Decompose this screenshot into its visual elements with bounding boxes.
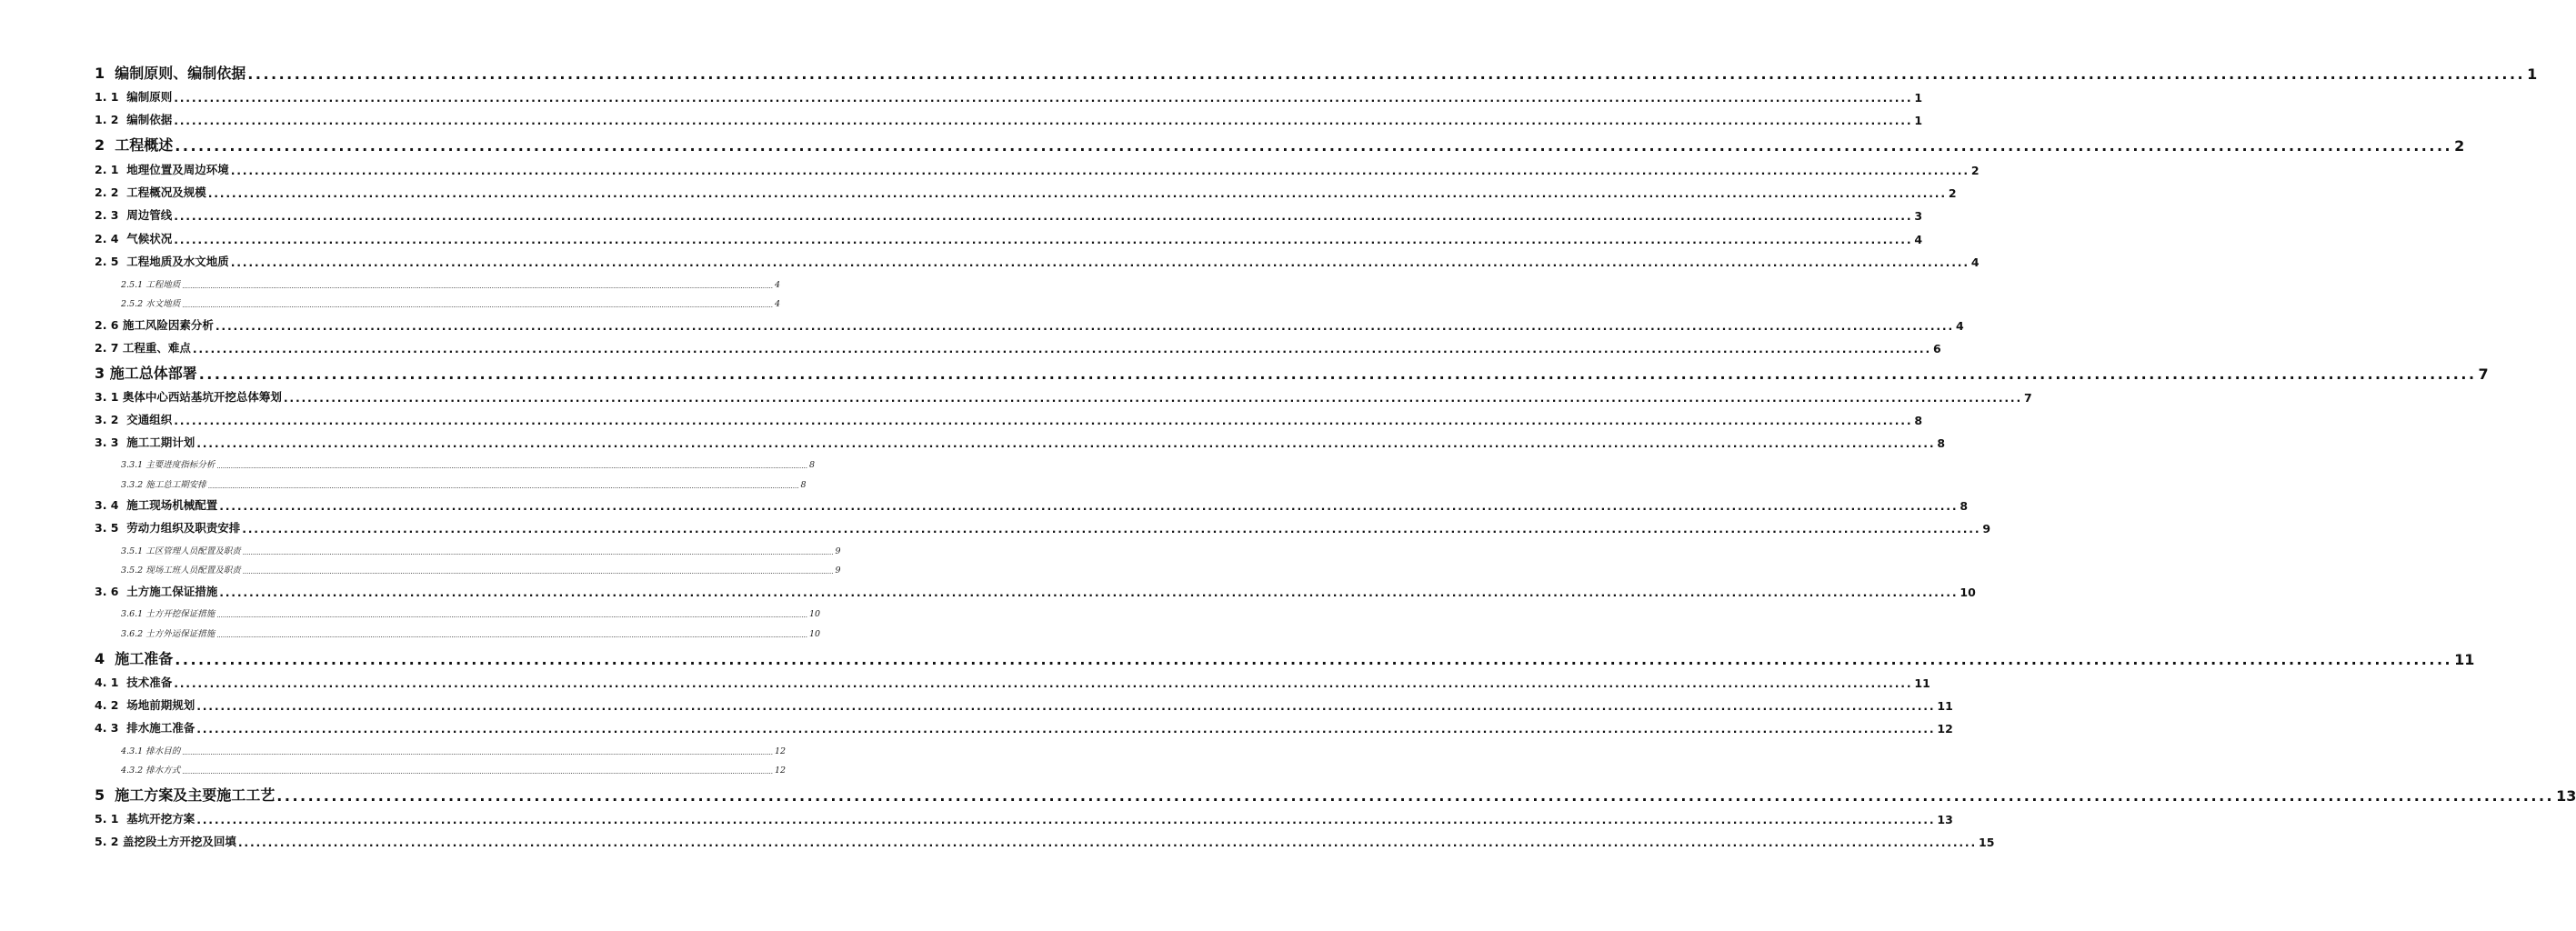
- toc-page-number: 2: [2454, 137, 2465, 155]
- toc-entry-label: 3.6.2 土方外运保证措施: [121, 629, 216, 639]
- toc-dot-leader: ....................................................................................................................................................................................................................................................................................................: [182, 749, 773, 756]
- toc-entry[interactable]: [121, 296, 780, 309]
- toc-dot-leader: ....................................................................................................................................................................................................................................................................................................: [230, 255, 1970, 269]
- toc-page-number: 12: [774, 766, 787, 776]
- toc-entry[interactable]: [95, 388, 2032, 405]
- toc-entry[interactable]: [95, 784, 2576, 805]
- toc-page-number: 8: [1937, 436, 1946, 450]
- toc-entry[interactable]: [95, 339, 1941, 355]
- toc-dot-leader: ....................................................................................................................................................................................................................................................................................................: [174, 414, 1913, 427]
- toc-page-number: 10: [808, 629, 821, 639]
- toc-page-number: 2: [1948, 186, 1957, 200]
- toc-page-number: 11: [2454, 651, 2475, 668]
- toc-page-number: 1: [2527, 65, 2538, 83]
- toc-entry-label: 2. 4 气候状况: [95, 232, 173, 245]
- toc-page-number: 4: [1914, 233, 1923, 246]
- toc-entry-label: 2. 6 施工风险因素分析: [95, 318, 214, 332]
- toc-dot-leader: ....................................................................................................................................................................................................................................................................................................: [219, 499, 1959, 513]
- toc-dot-leader: ....................................................................................................................................................................................................................................................................................................: [276, 787, 2555, 805]
- toc-page-number: 4: [774, 299, 780, 309]
- toc-entry[interactable]: [95, 88, 1923, 105]
- toc-dot-leader: ....................................................................................................................................................................................................................................................................................................: [207, 186, 1947, 200]
- toc-entry[interactable]: [121, 626, 821, 639]
- toc-entry-label: 3.3.1 主要进度指标分析: [121, 460, 216, 470]
- toc-dot-leader: ....................................................................................................................................................................................................................................................................................................: [216, 612, 807, 619]
- toc-entry[interactable]: [95, 647, 2475, 668]
- toc-entry-label: 3. 3 施工工期计划: [95, 435, 195, 449]
- toc-entry[interactable]: [95, 496, 1969, 513]
- toc-dot-leader: ....................................................................................................................................................................................................................................................................................................: [242, 568, 834, 576]
- toc-page-number: 13: [2556, 787, 2576, 805]
- toc-dot-leader: ....................................................................................................................................................................................................................................................................................................: [196, 436, 1936, 450]
- toc-entry[interactable]: [121, 563, 841, 576]
- toc-entry[interactable]: [121, 477, 807, 490]
- toc-entry-label: 2 工程概述: [95, 136, 174, 154]
- toc-page-number: 1: [1914, 114, 1923, 127]
- toc-page-number: 10: [1960, 586, 1976, 599]
- toc-entry-label: 2. 5 工程地质及水文地质: [95, 255, 229, 268]
- toc-entry-label: 4. 1 技术准备: [95, 676, 173, 689]
- toc-entry-label: 3.5.1 工区管理人员配置及职责: [121, 546, 241, 556]
- toc-dot-leader: ....................................................................................................................................................................................................................................................................................................: [182, 768, 773, 776]
- toc-page-number: 6: [1933, 342, 1941, 355]
- toc-dot-leader: ....................................................................................................................................................................................................................................................................................................: [216, 632, 807, 639]
- toc-entry-label: 4. 2 场地前期规划: [95, 698, 195, 712]
- toc-dot-leader: ....................................................................................................................................................................................................................................................................................................: [175, 651, 2453, 668]
- toc-entry[interactable]: [95, 696, 1953, 713]
- toc-page-number: 3: [1914, 209, 1923, 223]
- toc-entry-label: 3. 6 土方施工保证措施: [95, 585, 218, 598]
- toc-entry-label: 3.5.2 现场工班人员配置及职责: [121, 566, 241, 576]
- toc-entry[interactable]: [95, 411, 1923, 427]
- toc-entry-label: 3.3.2 施工总工期安排: [121, 480, 206, 490]
- toc-entry-label: 2. 1 地理位置及周边环境: [95, 163, 229, 176]
- toc-dot-leader: ....................................................................................................................................................................................................................................................................................................: [174, 91, 1913, 105]
- toc-dot-leader: ....................................................................................................................................................................................................................................................................................................: [219, 586, 1959, 599]
- toc-page-number: 12: [1937, 722, 1953, 736]
- toc-entry[interactable]: [95, 833, 1995, 849]
- toc-page-number: 7: [2024, 391, 2032, 405]
- toc-dot-leader: ....................................................................................................................................................................................................................................................................................................: [283, 391, 2023, 405]
- toc-page-number: 8: [800, 480, 807, 490]
- toc-page-number: 4: [1970, 255, 1980, 269]
- toc-page-number: 7: [2478, 365, 2489, 383]
- toc-page-number: 13: [1937, 813, 1953, 826]
- toc-dot-leader: ....................................................................................................................................................................................................................................................................................................: [196, 813, 1936, 826]
- toc-entry[interactable]: [121, 277, 780, 290]
- toc-entry-label: 4.3.2 排水方式: [121, 766, 181, 776]
- toc-entry-label: 5. 1 基坑开挖方案: [95, 812, 195, 826]
- toc-dot-leader: ....................................................................................................................................................................................................................................................................................................: [182, 302, 773, 309]
- toc-entry[interactable]: [121, 457, 815, 470]
- toc-dot-leader: ....................................................................................................................................................................................................................................................................................................: [237, 836, 1978, 849]
- toc-page-number: 11: [1914, 676, 1930, 690]
- toc-entry-label: 4 施工准备: [95, 650, 174, 667]
- toc-entry[interactable]: [95, 206, 1923, 223]
- toc-entry[interactable]: [121, 606, 821, 619]
- toc-page-number: 2: [1970, 164, 1980, 177]
- toc-dot-leader: ....................................................................................................................................................................................................................................................................................................: [247, 65, 2526, 83]
- toc-page-number: 9: [835, 566, 841, 576]
- toc-entry[interactable]: [121, 763, 787, 776]
- toc-page-number: 11: [1937, 699, 1953, 713]
- toc-entry[interactable]: [95, 111, 1923, 127]
- toc-entry[interactable]: [95, 674, 1930, 690]
- toc-page-number: 4: [774, 280, 780, 290]
- toc-entry-label: 5. 2 盖挖段土方开挖及回填: [95, 835, 236, 848]
- toc-entry[interactable]: [95, 362, 2489, 383]
- toc-entry-label: 2. 7 工程重、难点: [95, 341, 191, 355]
- toc-entry[interactable]: [121, 744, 787, 756]
- toc-entry-label: 3.6.1 土方开挖保证措施: [121, 609, 216, 619]
- toc-entry-label: 3. 1 奥体中心西站基坑开挖总体筹划: [95, 390, 282, 404]
- toc-entry[interactable]: [95, 253, 1980, 269]
- toc-entry[interactable]: [95, 62, 2538, 83]
- toc-dot-leader: ....................................................................................................................................................................................................................................................................................................: [242, 549, 834, 556]
- toc-entry[interactable]: [121, 544, 841, 556]
- toc-dot-leader: ....................................................................................................................................................................................................................................................................................................: [182, 283, 773, 290]
- toc-entry-label: 1 编制原则、编制依据: [95, 65, 246, 82]
- toc-entry[interactable]: [95, 583, 1976, 599]
- toc-entry[interactable]: [95, 519, 1991, 536]
- toc-entry-label: 1. 2 编制依据: [95, 113, 173, 126]
- toc-dot-leader: ....................................................................................................................................................................................................................................................................................................: [196, 699, 1936, 713]
- toc-entry-label: 3. 5 劳动力组织及职责安排: [95, 521, 241, 535]
- toc-entry[interactable]: [95, 434, 1946, 450]
- toc-entry[interactable]: [95, 719, 1953, 736]
- toc-page-number: 8: [1960, 499, 1969, 513]
- toc-entry[interactable]: [95, 134, 2465, 155]
- toc-entry[interactable]: [95, 230, 1923, 246]
- toc-entry-label: 4.3.1 排水目的: [121, 746, 181, 756]
- toc-entry[interactable]: [95, 316, 1964, 333]
- toc-entry-label: 5 施工方案及主要施工工艺: [95, 786, 276, 804]
- toc-page-number: 9: [835, 546, 841, 556]
- toc-page-number: 15: [1979, 836, 1995, 849]
- toc-dot-leader: ....................................................................................................................................................................................................................................................................................................: [207, 483, 799, 490]
- toc-entry-label: 2.5.1 工程地质: [121, 280, 181, 290]
- toc-page-number: 12: [774, 746, 787, 756]
- toc-dot-leader: ....................................................................................................................................................................................................................................................................................................: [174, 114, 1913, 127]
- toc-dot-leader: ....................................................................................................................................................................................................................................................................................................: [198, 365, 2477, 383]
- toc-dot-leader: ....................................................................................................................................................................................................................................................................................................: [174, 209, 1913, 223]
- toc-dot-leader: ....................................................................................................................................................................................................................................................................................................: [242, 522, 1981, 536]
- toc-dot-leader: ....................................................................................................................................................................................................................................................................................................: [196, 722, 1936, 736]
- toc-page-number: 4: [1956, 319, 1964, 333]
- toc-entry-label: 2.5.2 水文地质: [121, 299, 181, 309]
- toc-dot-leader: ....................................................................................................................................................................................................................................................................................................: [215, 319, 1955, 333]
- toc-dot-leader: ....................................................................................................................................................................................................................................................................................................: [174, 676, 1913, 690]
- toc-dot-leader: ....................................................................................................................................................................................................................................................................................................: [174, 233, 1913, 246]
- toc-dot-leader: ....................................................................................................................................................................................................................................................................................................: [192, 342, 1932, 355]
- toc-entry-label: 4. 3 排水施工准备: [95, 721, 195, 735]
- toc-page-number: 8: [1914, 414, 1923, 427]
- toc-entry-label: 1. 1 编制原则: [95, 90, 173, 104]
- toc-dot-leader: ....................................................................................................................................................................................................................................................................................................: [175, 137, 2453, 155]
- toc-entry-label: 2. 3 周边管线: [95, 208, 173, 222]
- toc-entry[interactable]: [95, 184, 1957, 200]
- toc-entry-label: 3 施工总体部署: [95, 365, 197, 382]
- toc-page-number: 8: [808, 460, 815, 470]
- toc-page-number: 1: [1914, 91, 1923, 105]
- toc-entry-label: 3. 2 交通组织: [95, 413, 173, 426]
- toc-entry[interactable]: [95, 810, 1953, 826]
- toc-entry-label: 2. 2 工程概况及规模: [95, 185, 206, 199]
- toc-entry-label: 3. 4 施工现场机械配置: [95, 498, 218, 512]
- toc-page-number: 9: [1982, 522, 1991, 536]
- toc-dot-leader: ....................................................................................................................................................................................................................................................................................................: [230, 164, 1970, 177]
- toc-page-number: 10: [808, 609, 821, 619]
- toc-entry[interactable]: [95, 161, 1980, 177]
- toc-dot-leader: ....................................................................................................................................................................................................................................................................................................: [216, 463, 807, 470]
